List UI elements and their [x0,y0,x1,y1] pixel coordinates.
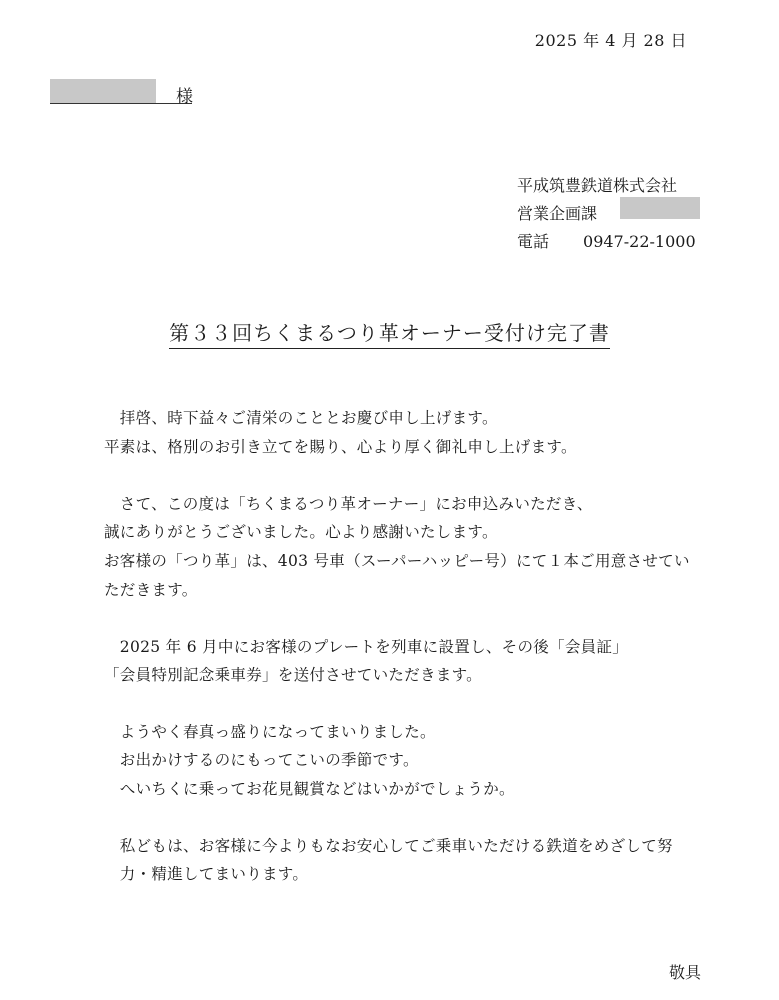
body-line: 誠にありがとうございました。心より感謝いたします。 [104,523,498,541]
body-line: 「会員特別記念乗車券」を送付させていただきます。 [104,666,482,684]
sender-person-redacted [620,197,700,219]
recipient-honorific: 様 [176,87,193,107]
document-title-text: 第３３回ちくまるつり革オーナー受付け完了書 [169,321,610,349]
body-line: 拝啓、時下益々ご清栄のこととお慶び申し上げます。 [104,409,498,427]
sender-department: 営業企画課 [517,204,598,223]
body-line: 力・精進してまいります。 [104,865,309,883]
body-line: 私どもは、お客様に今よりもなお安心してご乗車いただける鉄道をめざして努 [104,837,673,855]
body-line: 2025 年 6 月中にお客様のプレートを列車に設置し、その後「会員証」 [104,638,629,656]
letter-date: 2025 年 4 月 28 日 [534,31,687,50]
closing-keigu: 敬具 [668,963,701,982]
body-line: ようやく春真っ盛りになってまいりました。 [104,723,436,741]
body-line: さて、この度は「ちくまるつり革オーナー」にお申込みいただき、 [104,495,593,513]
body-line: ただきます。 [104,581,198,599]
recipient-name-redacted [50,79,156,103]
document-title [0,317,779,346]
body-line: へいちくに乗ってお花見観賞などはいかがでしょうか。 [104,780,515,798]
body-line: お出かけするのにもってこいの季節です。 [104,751,419,769]
recipient-underline [50,103,192,104]
sender-phone [517,229,696,252]
phone-label: 電話 [517,232,550,251]
body-line: お客様の「つり革」は、403 号車（スーパーハッピー号）にて１本ご用意させてい [104,552,690,570]
sender-company: 平成筑豊鉄道株式会社 [517,176,678,195]
body-line: 平素は、格別のお引き立てを賜り、心より厚く御礼申し上げます。 [104,438,577,456]
phone-number: 0947-22-1000 [583,232,696,251]
